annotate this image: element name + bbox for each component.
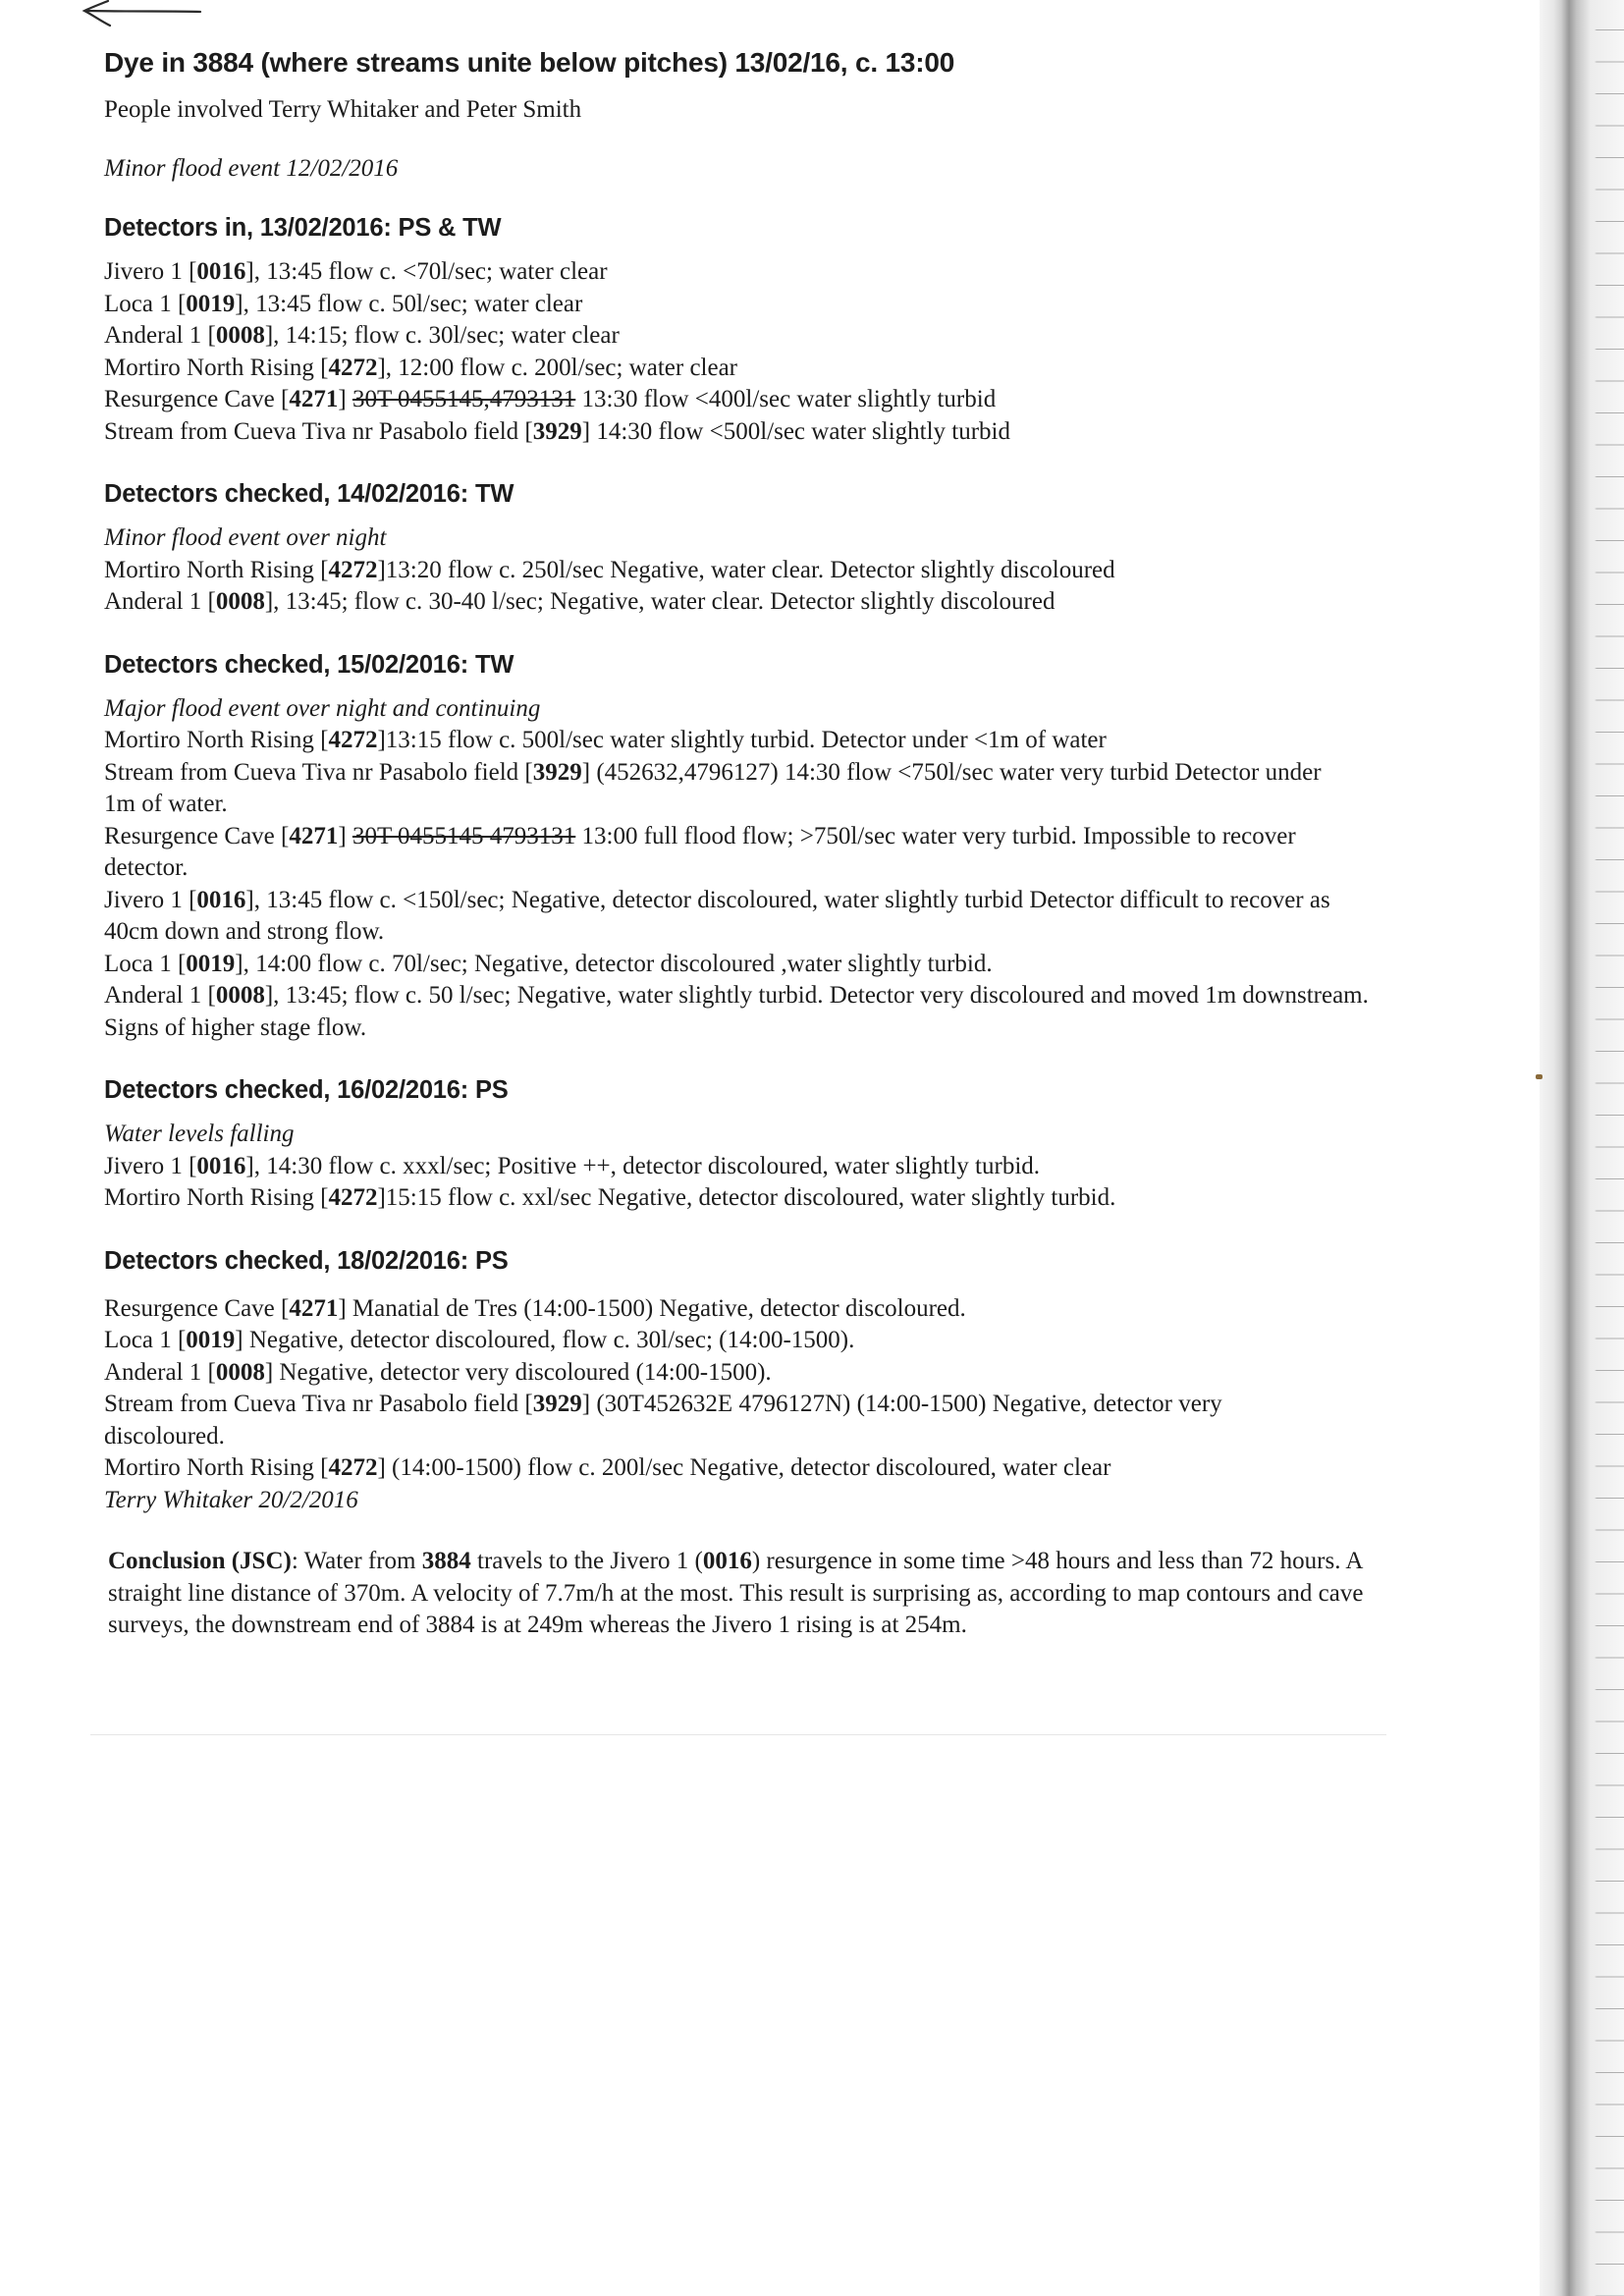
detector-entry: Mortiro North Rising [4272]13:15 flow c. 500l/sec water slightly turbid. Detector under <1m of water [104,727,1107,753]
detector-entry: Jivero 1 [0016], 14:30 flow c. xxxl/sec; Positive ++, detector discoloured, water slightly turbid. [104,1152,1041,1179]
detector-entry: Mortiro North Rising [4272]15:15 flow c. xxl/sec Negative, detector discoloured, water slightly turbid. [104,1184,1116,1211]
document-title: Dye in 3884 (where streams unite below pitches) 13/02/16, c. 13:00 [104,47,955,78]
flood-event-note: Water levels falling [104,1121,295,1147]
struck-coordinates: 30T 0455145 4793131 [352,822,576,849]
intro-flood-event: Minor flood event 12/02/2016 [104,154,399,182]
detector-entry: Anderal 1 [0008] Negative, detector very discoloured (14:00-1500). [104,1358,772,1386]
section-checked-18-02 [104,1244,1341,1517]
detector-entry: Mortiro North Rising [4272], 12:00 flow c. 200l/sec; water clear [104,354,737,381]
detector-entry: Resurgence Cave [4271] Manatial de Tres (14:00-1500) Negative, detector discoloured. [104,1294,966,1322]
detector-entry: Anderal 1 [0008], 13:45; flow c. 30-40 l/sec; Negative, water clear. Detector slightly discoloured [104,588,1056,615]
section-checked-16-02 [104,1073,1380,1215]
detector-entry: Stream from Cueva Tiva nr Pasabolo field [3929] 14:30 flow <500l/sec water slightly turbid [104,417,1011,445]
document-body [104,45,1380,1642]
detector-entry: Resurgence Cave [4271] 30T 0455145,4793131 13:30 flow <400l/sec water slightly turbid [104,386,997,412]
detector-entry: Mortiro North Rising [4272] (14:00-1500) flow c. 200l/sec Negative, detector discoloured, water clear [104,1454,1111,1481]
section-checked-15-02 [104,648,1371,1045]
conclusion-paragraph: Conclusion (JSC): Water from 3884 travels to the Jivero 1 (0016) resurgence in some time >48 hours and less than 72 hours. A straight line distance of 370m. A velocity of 7.7m/h at the most. This result is surprising as, according to map contours and cave surveys, the downstream end of 3884 is at 249m whereas the Jivero 1 rising is at 254m. [108,1548,1364,1638]
handwritten-arrow-icon [79,0,206,35]
detector-entry: Stream from Cueva Tiva nr Pasabolo field [3929] (30T452632E 4796127N) (14:00-1500) Negative, detector very discoloured. [104,1391,1222,1449]
people-involved: People involved Terry Whitaker and Peter Smith [104,96,582,123]
section-heading: Detectors checked, 15/02/2016: TW [104,650,514,679]
detector-entry: Mortiro North Rising [4272]13:20 flow c. 250l/sec Negative, water clear. Detector slightly discoloured [104,556,1115,583]
binder-hole-marks [1540,0,1624,2296]
signature-line: Terry Whitaker 20/2/2016 [104,1486,358,1513]
page-bottom-rule [90,1734,1386,1735]
section-checked-14-02 [104,477,1380,619]
section-heading: Detectors checked, 18/02/2016: PS [104,1246,509,1275]
section-heading: Detectors checked, 14/02/2016: TW [104,480,514,508]
flood-event-note: Minor flood event over night [104,524,387,551]
struck-coordinates: 30T 0455145,4793131 [352,386,576,412]
conclusion-label: Conclusion (JSC) [108,1548,292,1574]
section-detectors-in [104,211,1380,448]
detector-entry: Stream from Cueva Tiva nr Pasabolo field [3929] (452632,4796127) 14:30 flow <750l/sec water very turbid Detector under 1m of water. [104,758,1322,817]
detector-entry: Jivero 1 [0016], 13:45 flow c. <150l/sec; Negative, detector discoloured, water slightly turbid Detector difficult to recover as 40cm down and strong flow. [104,886,1330,945]
detector-entry: Resurgence Cave [4271] 30T 0455145 4793131 13:00 full flood flow; >750l/sec water very turbid. Impossible to recover detector. [104,822,1296,881]
detector-entry: Anderal 1 [0008], 14:15; flow c. 30l/sec; water clear [104,322,620,349]
section-heading: Detectors in, 13/02/2016: PS & TW [104,214,502,242]
flood-event-note: Major flood event over night and continuing [104,694,541,722]
detector-entry: Jivero 1 [0016], 13:45 flow c. <70l/sec; water clear [104,258,608,285]
detector-entry: Loca 1 [0019] Negative, detector discoloured, flow c. 30l/sec; (14:00-1500). [104,1327,855,1353]
scan-speck [1536,1074,1543,1079]
detector-entry: Loca 1 [0019], 14:00 flow c. 70l/sec; Negative, detector discoloured ,water slightly turbid. [104,950,993,977]
detector-entry: Loca 1 [0019], 13:45 flow c. 50l/sec; water clear [104,290,583,317]
section-heading: Detectors checked, 16/02/2016: PS [104,1076,509,1104]
detector-entry: Anderal 1 [0008], 13:45; flow c. 50 l/sec; Negative, water slightly turbid. Detector very discoloured and moved 1m downstream. Signs of higher stage flow. [104,982,1369,1041]
